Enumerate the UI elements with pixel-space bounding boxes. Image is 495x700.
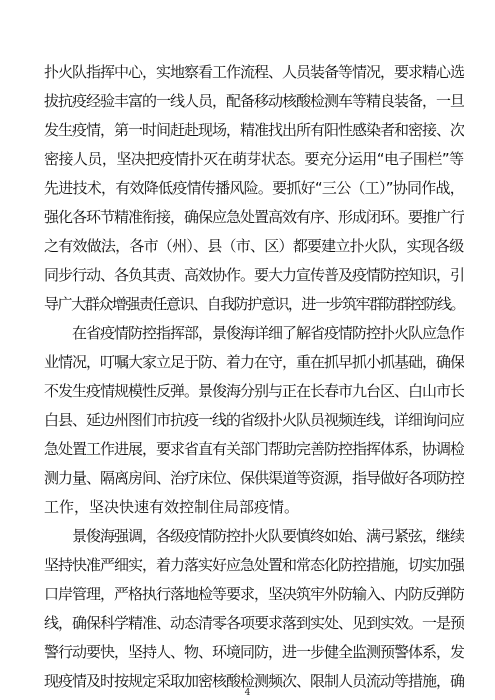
text-line: 线，确保科学精准、动态清零各项要求落到实处、见到实效。一是预 bbox=[44, 614, 464, 632]
text-line: 警行动要快，坚持人、物、环境同防，进一步健全监测预警体系，发 bbox=[44, 643, 464, 661]
text-line: 强化各环节精准衔接，确保应急处置高效有序、形成闭环。要推广行 bbox=[44, 208, 464, 226]
text-line: 之有效做法，各市（州）、县（市、区）都要建立扑火队，实现各级 bbox=[44, 237, 464, 255]
text-line: 急处置工作进展，要求省直有关部门帮助完善防控指挥体系，协调检 bbox=[44, 440, 464, 458]
paragraph-first-line: 景俊海强调，各级疫情防控扑火队要慎终如始、满弓紧弦，继续 bbox=[72, 527, 464, 545]
text-line: 先进技术，有效降低疫情传播风险。要抓好“三公（工）”协同作战， bbox=[44, 179, 464, 197]
paragraph-first-line: 在省疫情防控指挥部，景俊海详细了解省疫情防控扑火队应急作 bbox=[72, 324, 464, 342]
text-line: 拔抗疫经验丰富的一线人员，配备移动核酸检测车等精良装备，一旦 bbox=[44, 92, 464, 110]
text-line: 测力量、隔离房间、治疗床位、保供渠道等资源，指导做好各项防控 bbox=[44, 469, 464, 487]
text-line: 导广大群众增强责任意识、自我防护意识，进一步筑牢群防群控防线。 bbox=[44, 295, 464, 313]
text-line: 业情况，叮嘱大家立足于防、着力在守，重在抓早抓小抓基础，确保 bbox=[44, 353, 464, 371]
text-line: 现疫情及时按规定采取加密核酸检测频次、限制人员流动等措施，确 bbox=[44, 672, 464, 690]
text-line: 坚持快准严细实，着力落实好应急处置和常态化防控措施，切实加强 bbox=[44, 556, 464, 574]
text-line: 密接人员，坚决把疫情扑灭在萌芽状态。要充分运用“电子围栏”等 bbox=[44, 150, 464, 168]
page-number: 4 bbox=[244, 688, 251, 698]
text-line: 白县、延边州图们市抗疫一线的省级扑火队员视频连线，详细询问应 bbox=[44, 411, 464, 429]
text-line: 同步行动、各负其责、高效协作。要大力宣传普及疫情防控知识，引 bbox=[44, 266, 464, 284]
text-line: 扑火队指挥中心，实地察看工作流程、人员装备等情况，要求精心选 bbox=[44, 63, 464, 81]
text-line: 工作，坚决快速有效控制住局部疫情。 bbox=[44, 498, 300, 516]
text-line: 不发生疫情规模性反弹。景俊海分别与正在长春市九台区、白山市长 bbox=[44, 382, 464, 400]
text-line: 口岸管理，严格执行落地检等要求，坚决筑牢外防输入、内防反弹防 bbox=[44, 585, 464, 603]
text-line: 发生疫情，第一时间赶赴现场，精准找出所有阳性感染者和密接、次 bbox=[44, 121, 464, 139]
